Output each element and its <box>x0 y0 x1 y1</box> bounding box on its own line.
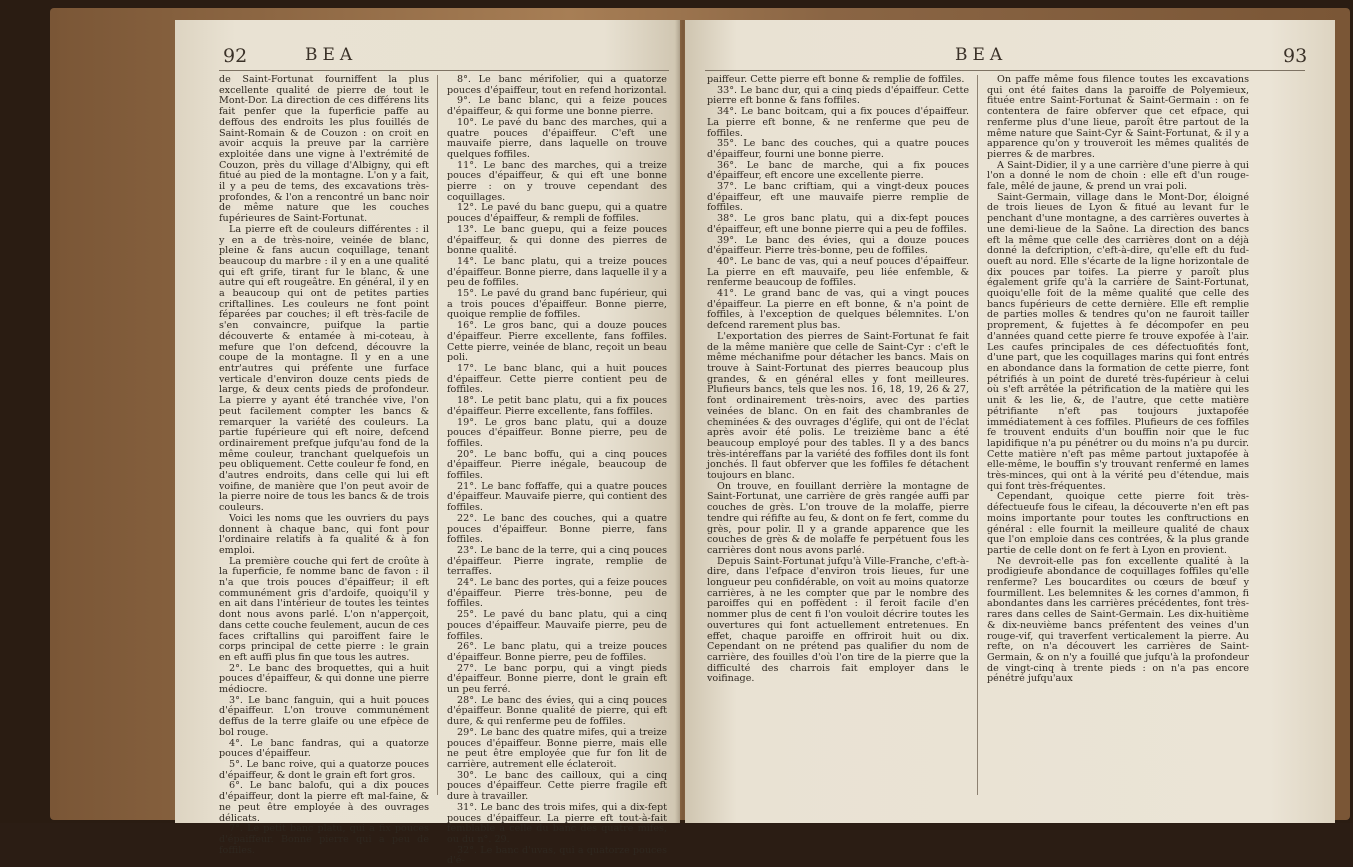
paragraph: 24°. Le banc des portes, qui a feize pouces d'épaiffeur. Pierre très-bonne, peu de foffiles. <box>447 577 667 610</box>
left-page <box>175 20 680 867</box>
paragraph: 18°. Le petit banc platu, qui a fix pouces d'épaiffeur. Pierre excellente, fans foffiles. <box>447 395 667 417</box>
paragraph: Voici les noms que les ouvriers du pays donnent à chaque banc, qui font pour l'ordinaire relatifs à fa qualité & à fon emploi. <box>219 512 429 556</box>
paragraph: 29°. Le banc des quatre mifes, qui a treize pouces d'épaiffeur. Bonne pierre, mais elle ne peut être employée que fur fon lit de carrière, autrement elle éclateroit. <box>447 726 667 770</box>
paragraph: 30°. Le banc des cailloux, qui a cinq pouces d'épaiffeur. Cette pierre fragile eft dure à travailler. <box>447 769 667 803</box>
paragraph: 32°. Le banc d'uvas, qui a quatorze pouces d'é- <box>447 844 667 867</box>
paragraph: 35°. Le banc des couches, qui a quatre pouces d'épaiffeur, fourni une bonne pierre. <box>707 138 969 160</box>
paragraph: Depuis Saint-Fortunat jufqu'à Ville-Franche, c'eft-à-dire, dans l'efpace d'environ trois lieues, fur une longueur peu confidérable, on voit au moins quatorze carrières, à ne les compter que par le nombre des paroiffes qui en poffèdent : il feroit facile d'en nommer plus de cent fi l'on vouloit décrire toutes les ouvertures qui font actuellement entretenues. En effet, chaque paroiffe en offriroit huit ou dix. Cependant on ne prétend pas qualifier du nom de carrière, des fouilles d'où l'on tire de la pierre que la difficulté des charrois fait employer dans le voifinage. <box>707 555 969 685</box>
page-number: 93 <box>1283 45 1308 67</box>
paragraph: 3°. Le banc fanguin, qui a huit pouces d'épaiffeur. L'on trouve communément deffus de la terre glaife ou une efpèce de bol rouge. <box>219 694 429 738</box>
paragraph: 22°. Le banc des couches, qui a quatre pouces d'épaiffeur. Bonne pierre, fans foffiles. <box>447 512 667 546</box>
page-number: 92 <box>223 45 248 67</box>
paragraph: 17°. Le banc blanc, qui a huit pouces d'épaiffeur. Cette pierre contient peu de foffiles. <box>447 362 667 396</box>
paragraph: 6°. Le banc balofu, qui a dix pouces d'épaiffeur, dont la pierre eft mal-faine, & ne peut être employée à des ouvrages délicats. <box>219 780 429 824</box>
text-column-1 <box>707 75 969 685</box>
paragraph: A Saint-Didier, il y a une carrière d'une pierre à qui l'on a donné le nom de choin : elle eft d'un rouge-fale, mêlé de jaune, & prend un vrai poli. <box>987 159 1249 193</box>
paragraph: 40°. Le banc de vas, qui a neuf pouces d'épaiffeur. La pierre en eft mauvaife, peu liée enfemble, & renferme beaucoup de foffiles. <box>707 255 969 289</box>
paragraph: La pierre eft de couleurs différentes : il y en a de très-noire, veinée de blanc, pleine & fans aucun coquillage, tenant beaucoup du marbre : il y en a une qualité qui eft grife, tirant fur le blanc, & une autre qui eft rougeâtre. En général, il y en a beaucoup qui ont de petites parties criftallines. Les couleurs ne font point féparées par couches; il eft très-facile de s'en convaincre, puifque la partie découverte & entamée à mi-coteau, à mefure que l'on defcend, découvre la coupe de la montagne. Il y en a une entr'autres qui préfente une furface verticale d'environ douze cents pieds de large, & deux cents pieds de profondeur. La pierre y ayant été tranchée vive, l'on peut facilement compter les bancs & remarquer la variété des couleurs. La partie fupérieure qui eft noire, defcend ordinairement prefque jufqu'au fond de la même couleur, tranchant quelquefois un peu obliquement. Cette couleur fe fond, en d'autres endroits, dans celle qui lui eft voifine, de manière que l'on peut avoir de la pierre noire de tous les bancs & de trois couleurs. <box>219 223 429 514</box>
header-rule <box>219 70 669 71</box>
paragraph: L'exportation des pierres de Saint-Fortunat fe fait de la même manière que celle de Saint-Cyr : c'eft le même méchanifme pour détacher les bancs. Mais on trouve à Saint-Fortunat des pierres beaucoup plus grandes, & en général elles y font meilleures. Plufieurs bancs, tels que les nos. 16, 18, 19, 26 & 27, font ordinairement très-noirs, avec des parties veinées de blanc. On en fait des chambranles de cheminées & des ouvrages d'églife, qui ont de l'éclat après avoir été polis. Le treizième banc a été beaucoup employé pour des tables. Il y a des bancs très-intéreffans par la variété des foffiles dont ils font jonchés. Il faut obferver que les foffiles fe détachent toujours en blanc. <box>707 330 969 482</box>
paragraph: 41°. Le grand banc de vas, qui a vingt pouces d'épaiffeur. La pierre en eft bonne, & n'a point de foffiles, à l'exception de quelques bélemnites. L'on defcend rarement plus bas. <box>707 288 969 332</box>
paragraph: La première couche qui fert de croûte à la fuperficie, fe nomme banc de favon : il n'a que trois pouces d'épaiffeur; il eft communément gris d'ardoife, quoiqu'il y en ait dans l'intérieur de toutes les teintes dont nous avons parlé. L'on n'apperçoit, dans cette couche feulement, aucun de ces faces criftallins qui paroiffent faire le corps principal de cette pierre : le grain en eft auffi plus fin que tous les autres. <box>219 555 429 663</box>
paragraph: 11°. Le banc des marches, qui a treize pouces d'épaiffeur, & qui eft une bonne pierre : on y trouve cependant des coquillages. <box>447 159 667 203</box>
paragraph: 19°. Le gros banc platu, qui a douze pouces d'épaiffeur. Bonne pierre, peu de foffiles. <box>447 416 667 449</box>
paragraph: 33°. Le banc dur, qui a cinq pieds d'épaiffeur. Cette pierre eft bonne & fans foffiles. <box>707 84 969 107</box>
paragraph: 2°. Le banc des broquettes, qui a huit pouces d'épaiffeur, & qui donne une pierre médiocre. <box>219 662 429 696</box>
paragraph: paiffeur. Cette pierre eft bonne & remplie de foffiles. <box>707 74 965 85</box>
open-book <box>175 20 1335 867</box>
running-head: BEA <box>955 45 1008 65</box>
paragraph: Cependant, quoique cette pierre foit très-défectueufe fous le cifeau, la découverte n'en eft pas moins importante pour toutes les conftructions en général : elle fournit la meilleure qualité de chaux que l'on emploie dans ces contrées, & la plus grande partie de celle dont on fe fert à Lyon en provient. <box>987 491 1249 556</box>
paragraph: 38°. Le gros banc platu, qui a dix-fept pouces d'épaiffeur, eft une bonne pierre qui a peu de foffiles. <box>707 213 969 235</box>
column-divider <box>437 75 438 795</box>
paragraph: 16°. Le gros banc, qui a douze pouces d'épaiffeur. Pierre excellente, fans foffiles. Cette pierre, veinée de blanc, reçoit un beau poli. <box>447 320 667 364</box>
paragraph: 12°. Le pavé du banc guepu, qui a quatre pouces d'épaiffeur, & rempli de foffiles. <box>447 202 667 225</box>
paragraph: 27°. Le banc porpu, qui a vingt pieds d'épaiffeur. Bonne pierre, dont le grain eft un peu ferré. <box>447 662 667 696</box>
text-column-2 <box>987 75 1249 685</box>
text-column-1 <box>219 75 429 856</box>
paragraph: 4°. Le banc fandras, qui a quatorze pouces d'épaiffeur. <box>219 737 429 760</box>
paragraph: 14°. Le banc platu, qui a treize pouces d'épaiffeur. Bonne pierre, dans laquelle il y a peu de foffiles. <box>447 255 667 289</box>
column-divider <box>977 75 978 795</box>
text-column-2 <box>447 75 667 867</box>
paragraph: 25°. Le pavé du banc platu, qui a cinq pouces d'épaiffeur. Mauvaife pierre, peu de foffiles. <box>447 609 667 642</box>
paragraph: 9°. Le banc blanc, qui a feize pouces d'épaiffeur, & qui forme une bonne pierre. <box>447 95 667 118</box>
paragraph: 5°. Le banc roive, qui a quatorze pouces d'épaiffeur, & dont le grain eft fort gros. <box>219 759 429 781</box>
running-head: BEA <box>305 45 358 65</box>
paragraph: On trouve, en fouillant derrière la montagne de Saint-Fortunat, une carrière de grès rangée auffi par couches de grès. L'on trouve de la molaffe, pierre tendre qui réfifte au feu, & dont on fe fert, comme du grès, pour polir. Il y a grande apparence que les couches de grès & de molaffe fe perpétuent fous les carrières dont nous avons parlé. <box>707 480 969 556</box>
paragraph: 31°. Le banc des trois mifes, qui a dix-fept pouces d'épaiffeur. La pierre eft tout-à-fait femblable à celle du banc des quatre mifes, ou du n°. 29. <box>447 801 667 845</box>
paragraph: 21°. Le banc foffaffe, qui a quatre pouces d'épaiffeur. Mauvaife pierre, qui contient des foffiles. <box>447 480 667 514</box>
paragraph: 26°. Le banc platu, qui a treize pouces d'épaiffeur. Bonne pierre, peu de foffiles. <box>447 641 667 663</box>
paragraph: 37°. Le banc criftiam, qui a vingt-deux pouces d'épaiffeur, eft une mauvaife pierre remplie de foffiles. <box>707 181 969 214</box>
paragraph: 13°. Le banc guepu, qui a feize pouces d'épaiffeur, & qui donne des pierres de bonne qualité. <box>447 223 667 257</box>
paragraph: de Saint-Fortunat fourniffent la plus excellente qualité de pierre de tout le Mont-Dor. La direction de ces différens lits fait penfer que la fuperficie paffe au deffous des endroits les plus fouillés de Saint-Romain & de Couzon : on croit en avoir acquis la preuve par la carrière exploitée dans une vigne à l'extrémité de Couzon, près du village d'Albigny, qui eft fitué au pied de la montagne. L'on y a fait, il y a peu de tems, des excavations très-profondes, & l'on a rencontré un banc noir de même nature que les couches fupérieures de Saint-Fortunat. <box>219 74 429 225</box>
paragraph: 7°. Le petit banc platu, qui a fix pouces d'épaiffeur. Bonne pierre qui a peu de foffiles. <box>219 823 429 856</box>
paragraph: 36°. Le banc de marche, qui a fix pouces d'épaiffeur, eft encore une excellente pierre. <box>707 159 969 182</box>
paragraph: 34°. Le banc boitcam, qui a fix pouces d'épaiffeur. La pierre eft bonne, & ne renferme que peu de foffiles. <box>707 106 969 139</box>
paragraph: 23°. Le banc de la terre, qui a cinq pouces d'épaiffeur. Pierre ingrate, remplie de terraffes. <box>447 544 667 578</box>
paragraph: 15°. Le pavé du grand banc fupérieur, qui a trois pouces d'épaiffeur. Bonne pierre, quoique remplie de foffiles. <box>447 288 667 321</box>
header-rule <box>705 70 1305 71</box>
paragraph: Saint-Germain, village dans le Mont-Dor, éloigné de trois lieues de Lyon & fitué au levant fur le penchant d'une montagne, a des carrières ouvertes à une demi-lieue de la Saône. La direction des bancs eft la même que celle des carrières dont on a déjà donné la defcription, c'eft-à-dire, qu'elle eft du fud-oueft au nord. Elle s'écarte de la ligne horizontale de dix pouces par toifes. La pierre y paroît plus également grife qu'à la carrière de Saint-Fortunat, quoiqu'elle foit de la même qualité que celle des bancs fupérieurs de cette dernière. Elle eft remplie de parties molles & tendres qu'on ne fauroit tailler proprement, & fujettes à fe décompofer en peu d'années quand cette pierre fe trouve expofée à l'air. Les caufes principales de ces défectuofités font, d'une part, que les coquillages marins qui font entrés en abondance dans la formation de cette pierre, font pétrifiés à un point de dureté très-fupérieur à celui où s'eft arrêtée la pétrification de la matière qui les unit & les lie, &, de l'autre, que cette matière pétrifiante n'eft pas toujours juxtapofée immédiatement à ces foffiles. Plufieurs de ces foffiles fe trouvent enduits d'un bouffin noir que le fuc lapidifique n'a pu pénétrer ou du moins n'a pu durcir. Cette matière n'eft pas même partout juxtapofée à elle-même, le bouffin s'y trouvant renfermé en lames très-minces, qui ont à la vérité peu d'étendue, mais qui font très-fréquentes. <box>987 191 1249 492</box>
paragraph: 10°. Le pavé du banc des marches, qui a quatre pouces d'épaiffeur. C'eft une mauvaife pierre, dans laquelle on trouve quelques foffiles. <box>447 116 667 160</box>
paragraph: On paffe même fous filence toutes les excavations qui ont été faites dans la paroiffe de Polyemieux, fituée entre Saint-Fortunat & Saint-Germain : on fe contentera de faire obferver que cet efpace, qui renferme plus d'une lieue, paroît être partout de la même nature que Saint-Cyr & Saint-Fortunat, & il y a apparence qu'on y trouveroit les mêmes qualités de pierres & de marbres. <box>987 74 1249 160</box>
paragraph: 8°. Le banc mérifolier, qui a quatorze pouces d'épaiffeur, tout en refend horizontal. <box>447 74 667 96</box>
paragraph: 28°. Le banc des évies, qui a cinq pouces d'épaiffeur. Bonne qualité de pierre, qui eft dure, & qui renferme peu de foffiles. <box>447 694 667 728</box>
paragraph: 20°. Le banc boffu, qui a cinq pouces d'épaiffeur. Pierre inégale, beaucoup de foffiles. <box>447 448 667 482</box>
paragraph: Ne devroit-elle pas fon excellente qualité à la prodigieufe abondance de coquillages foffiles qu'elle renferme? Les boucardites ou cœurs de bœuf y fourmillent. Les belemnites & les cornes d'ammon, fi abondantes dans les carrières précédentes, font très-rares dans celles de Saint-Germain. Les dix-huitième & dix-neuvième bancs préfentent des veines d'un rouge-vif, qui traverfent verticalement la pierre. Au refte, on n'a découvert les carrières de Saint-Germain, & on n'y a fouillé que jufqu'à la profondeur de vingt-cinq à trente pieds : on n'a pas encore pénétré jufqu'aux <box>987 555 1249 685</box>
paragraph: 39°. Le banc des évies, qui a douze pouces d'épaiffeur. Pierre très-bonne, peu de foffiles. <box>707 234 969 257</box>
right-page <box>685 20 1335 823</box>
